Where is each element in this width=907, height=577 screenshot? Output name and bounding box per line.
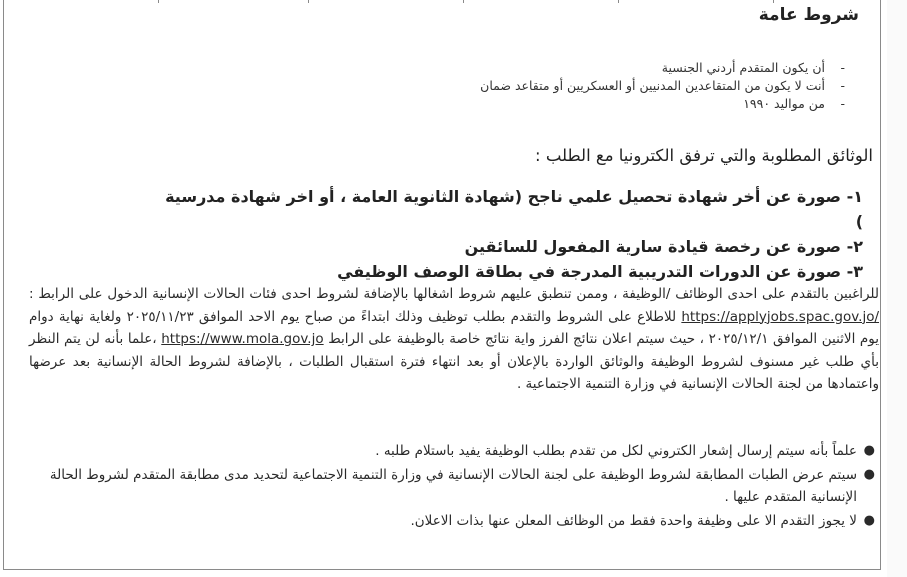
- list-item: ١- صورة عن أخر شهادة تحصيل علمي ناجح (شهادة الثانوية العامة ، أو اخر شهادة مدرسية ): [165, 187, 863, 231]
- list-item: ٢- صورة عن رخصة قيادة سارية المفعول للسائقين: [464, 237, 863, 256]
- list-item: ● سيتم عرض الطبات المطابقة لشروط الوظيفة على لجنة الحالات الإنسانية في وزارة التنمية الاجتماعية لتحديد مدى مطابقة المتقدم لشروط الحالة الإنسانية المتقدم عليها .: [29, 464, 879, 509]
- documents-heading: الوثائق المطلوبة والتي ترفق الكترونيا مع الطلب :: [535, 146, 873, 165]
- bullet-icon: ●: [863, 443, 875, 458]
- list-item: - أن يكون المتقدم أردني الجنسية: [661, 60, 845, 75]
- application-paragraph: للراغبين بالتقدم على احدى الوظائف /الوظيفة ، وممن تنطبق عليهم شروط اشغالها بالإضافة لشروط احدى فئات الحالات الإنسانية الدخول على الرابط : https://applyjobs.spac.gov.jo/ للاطلاع على الشروط والتقدم بطلب توظيف وذلك ابتداءً من صباح يوم الاحد الموافق ٢٠٢٥/١١/٢٣ ولغاية نهاية دوام يوم الاثنين الموافق ٢٠٢٥/١٢/١ ، حيث سيتم اعلان نتائج الفرز واية نتائج خاصة بالوظيفة على الرابط https://www.mola.gov.jo ،علما بأنه لن يتم النظر بأي طلب غير مسنوف لشروط الوظيفة والوثائق الواردة بالإعلان أو بعد انتهاء فترة استقبال الطلبات ، بالإضافة لشروط الحالة الإنسانية بعد عرضها واعتمادها من لجنة الحالات الإنسانية في وزارة التنمية الاجتماعية .: [29, 286, 880, 392]
- bullet-icon: ●: [863, 512, 875, 528]
- conditions-list: [225, 59, 845, 113]
- mola-link[interactable]: https://www.mola.gov.jo: [161, 331, 324, 347]
- bullet-icon: ●: [863, 466, 875, 482]
- section-title: شروط عامة: [758, 5, 859, 25]
- notes-list: [29, 440, 879, 533]
- list-item: ● لا يجوز التقدم الا على وظيفة واحدة فقط من الوظائف المعلن عنها بذات الاعلان.: [29, 510, 879, 533]
- list-item: ● علماً بأنه سيتم إرسال إشعار الكتروني لكل من تقدم بطلب الوظيفة يفيد باستلام طلبه .: [29, 440, 879, 463]
- list-item: ٣- صورة عن الدورات التدريبية المدرجة في بطاقة الوصف الوظيفي: [337, 262, 863, 281]
- apply-link[interactable]: https://applyjobs.spac.gov.jo/: [681, 308, 880, 325]
- list-item: - أنت لا يكون من المتقاعدين المدنيين أو العسكريين أو متقاعد ضمان: [480, 78, 845, 93]
- table-bottom-edge: [3, 0, 881, 3]
- page-margin: [887, 0, 907, 577]
- documents-list: [163, 184, 863, 284]
- list-item: - من مواليد ١٩٩٠: [743, 96, 845, 111]
